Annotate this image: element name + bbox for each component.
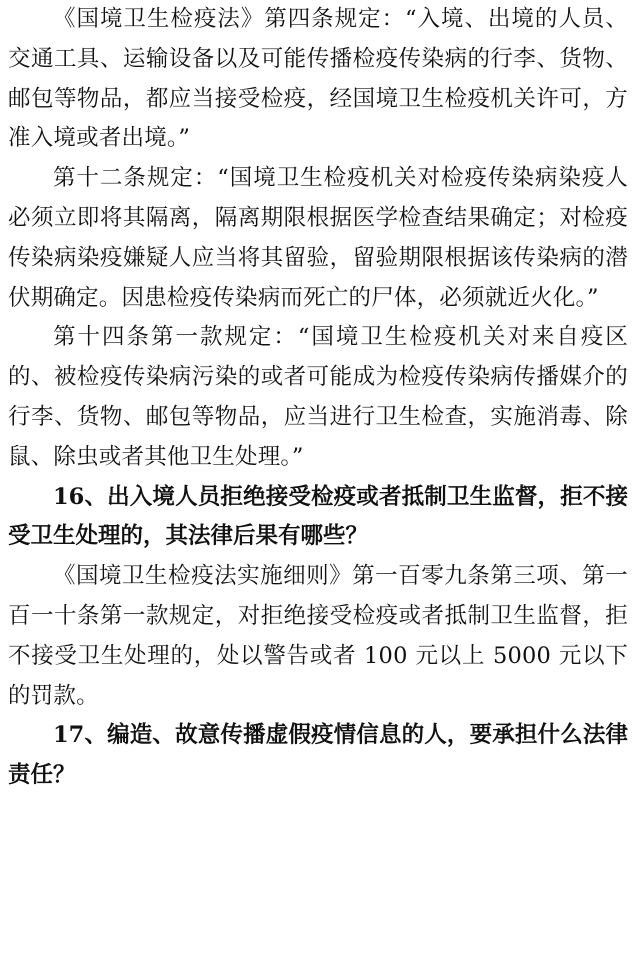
question-16-heading: 16、出入境人员拒绝接受检疫或者抵制卫生监督，拒不接受卫生处理的，其法律后果有哪些？ (8, 483, 628, 550)
article-14-paragraph: 第十四条第一款规定：“国境卫生检疫机关对来自疫区的、被检疫传染病污染的或者可能成为检疫传染病传播媒介的行李、货物、邮包等物品，应当进行卫生检查，实施消毒、除鼠、除虫或者其他卫生处理。” (8, 324, 628, 470)
article-12-paragraph: 第十二条规定：“国境卫生检疫机关对检疫传染病染疫人必须立即将其隔离，隔离期限根据医学检查结果确定；对检疫传染病染疫嫌疑人应当将其留验，留验期限根据该传染病的潜伏期确定。因患检疫传染病而死亡的尸体，必须就近火化。” (8, 165, 628, 311)
question-17-heading: 17、编造、故意传播虚假疫情信息的人，要承担什么法律责任？ (8, 722, 628, 789)
answer-16-paragraph: 《国境卫生检疫法实施细则》第一百零九条第三项、第一百一十条第一款规定，对拒绝接受检疫或者抵制卫生监督，拒不接受卫生处理的，处以警告或者 100 元以上 5000 元以下的罚款。 (8, 563, 628, 709)
article-4-paragraph: 《国境卫生检疫法》第四条规定：“入境、出境的人员、交通工具、运输设备以及可能传播检疫传染病的行李、货物、邮包等物品，都应当接受检疫，经国境卫生检疫机关许可，方准入境或者出境。” (8, 6, 628, 152)
